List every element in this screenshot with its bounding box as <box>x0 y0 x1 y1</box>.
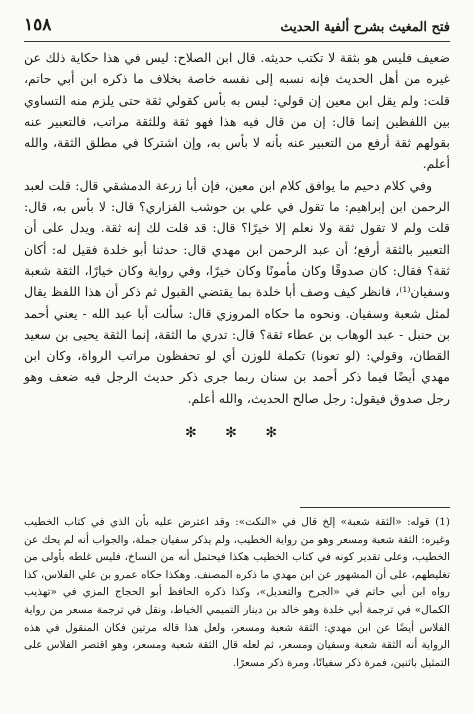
running-title: فتح المغيث بشرح ألفية الحديث <box>280 20 450 35</box>
paragraph: ضعيف فليس هو بثقة لا تكتب حديثه. قال ابن الصلاح: ليس في هذا حكاية ذلك عن غيره من أهل الحديث فإنه نسبه إلى نفسه خاصة بخلاف ما ذكره ابن أبي حاتم، قلت: ولم يقل ابن معين إن قولي: ليس به بأس كقولي ثقة حتى يلزم منه التساوي بين اللفظين إنما قال: إن من قال فيه هذا فهو ثقة وللثقة مراتب، فالتعبير عنه بقولهم ثقة أرفع من التعبير عنه بأنه لا بأس به، وإن اشتركا في مطلق الثقة، والله أعلم. <box>24 50 450 172</box>
paragraph: وفي كلام دحيم ما يوافق كلام ابن معين، فإن أبا زرعة الدمشقي قال: قلت لعبد الرحمن ابن إبراهيم: ما تقول في علي بن حوشب الفزاري؟ قال: لا بأس به، قال: قلت ولم لا تقول ثقة ولا نعلم إلا خيرًا؟ قال: قد قلت لك إنه ثقة. ويدل على أن التعبير بالثقة أرفع؛ أن عبد الرحمن ابن مهدي قال: حدثنا أبو خلدة فقيل له: أكان ثقة؟ فقال: كان صدوقًا وكان مأمونًا وكان خيرًا، وفي رواية وكان خيارًا، الثقة شعبة وسفيان⁽¹⁾، فانظر كيف وصف أبا خلدة بما يقتضي القبول ثم ذكر أن هذا اللفظ يقال لمثل شعبة وسفيان. ونحوه ما حكاه المروزي قال: سألت أبا عبد الله - يعني أحمد بن حنبل - عبد الوهاب بن عطاء ثقة؟ قال: تدري ما الثقة، إنما الثقة يحيى بن سعيد القطان، وقولي: (لو تعونا) تكملة للوزن أي لو تحفظون مراتب الرواة، وكان ابن مهدي أيضًا فيما ذكر أحمد بن سنان ربما جرى ذكر حديث الرجل فيه ضعف وهو رجل صدوق فيقول: رجل صالح الحديث، والله أعلم. <box>24 177 450 406</box>
page-header <box>24 0 450 42</box>
main-text <box>24 47 450 441</box>
page-number: ١٥٨ <box>24 15 52 35</box>
footnotes <box>24 514 450 672</box>
section-ornament: ✻ ✻ ✻ <box>184 425 290 442</box>
footnote: (1) قوله: «الثقة شعبة» إلخ قال في «النكت»: وقد اعترض عليه بأن الذي في كتاب الخطيب وغيره: الثقة شعبة ومسعر وهو من رواية الخطيب، ولم يذكر سفيان جملة، والجواب أنه لم يحك عن الخطيب، وعلى تقدير كونه في كتاب الخطيب هكذا فيحتمل أنه من النساخ، فليس غلطه بأولى من تغليطهم، على أن المشهور عن ابن مهدي ما ذكره المصنف. وهكذا حكاه عمرو بن علي الفلاس، كذا رواه ابن أبي حاتم في «الجرح والتعديل»، وكذا ذكره الحافظ أبو الحجاج المزي في «تهذيب الكمال» في ترجمة أبي خلدة وهو خالد بن دينار التميمي الخياط، ونقل في ترجمة مسعر من رواية الفلاس أيضًا عن ابن مهدي: الثقة شعبة ومسعر، ولعل هذا قاله مرتين فكان المنقول في هذه الرواية أنه الثقة شعبة وسفيان ومسعر، ثم لعله قال الثقة شعبة ومسعر، وهو اقتصر الفلاس على التمثيل باثنين، فمرة ذكر سفيانًا، ومرة ذكر مسعرًا. <box>24 516 450 669</box>
footnote-divider <box>300 507 450 508</box>
